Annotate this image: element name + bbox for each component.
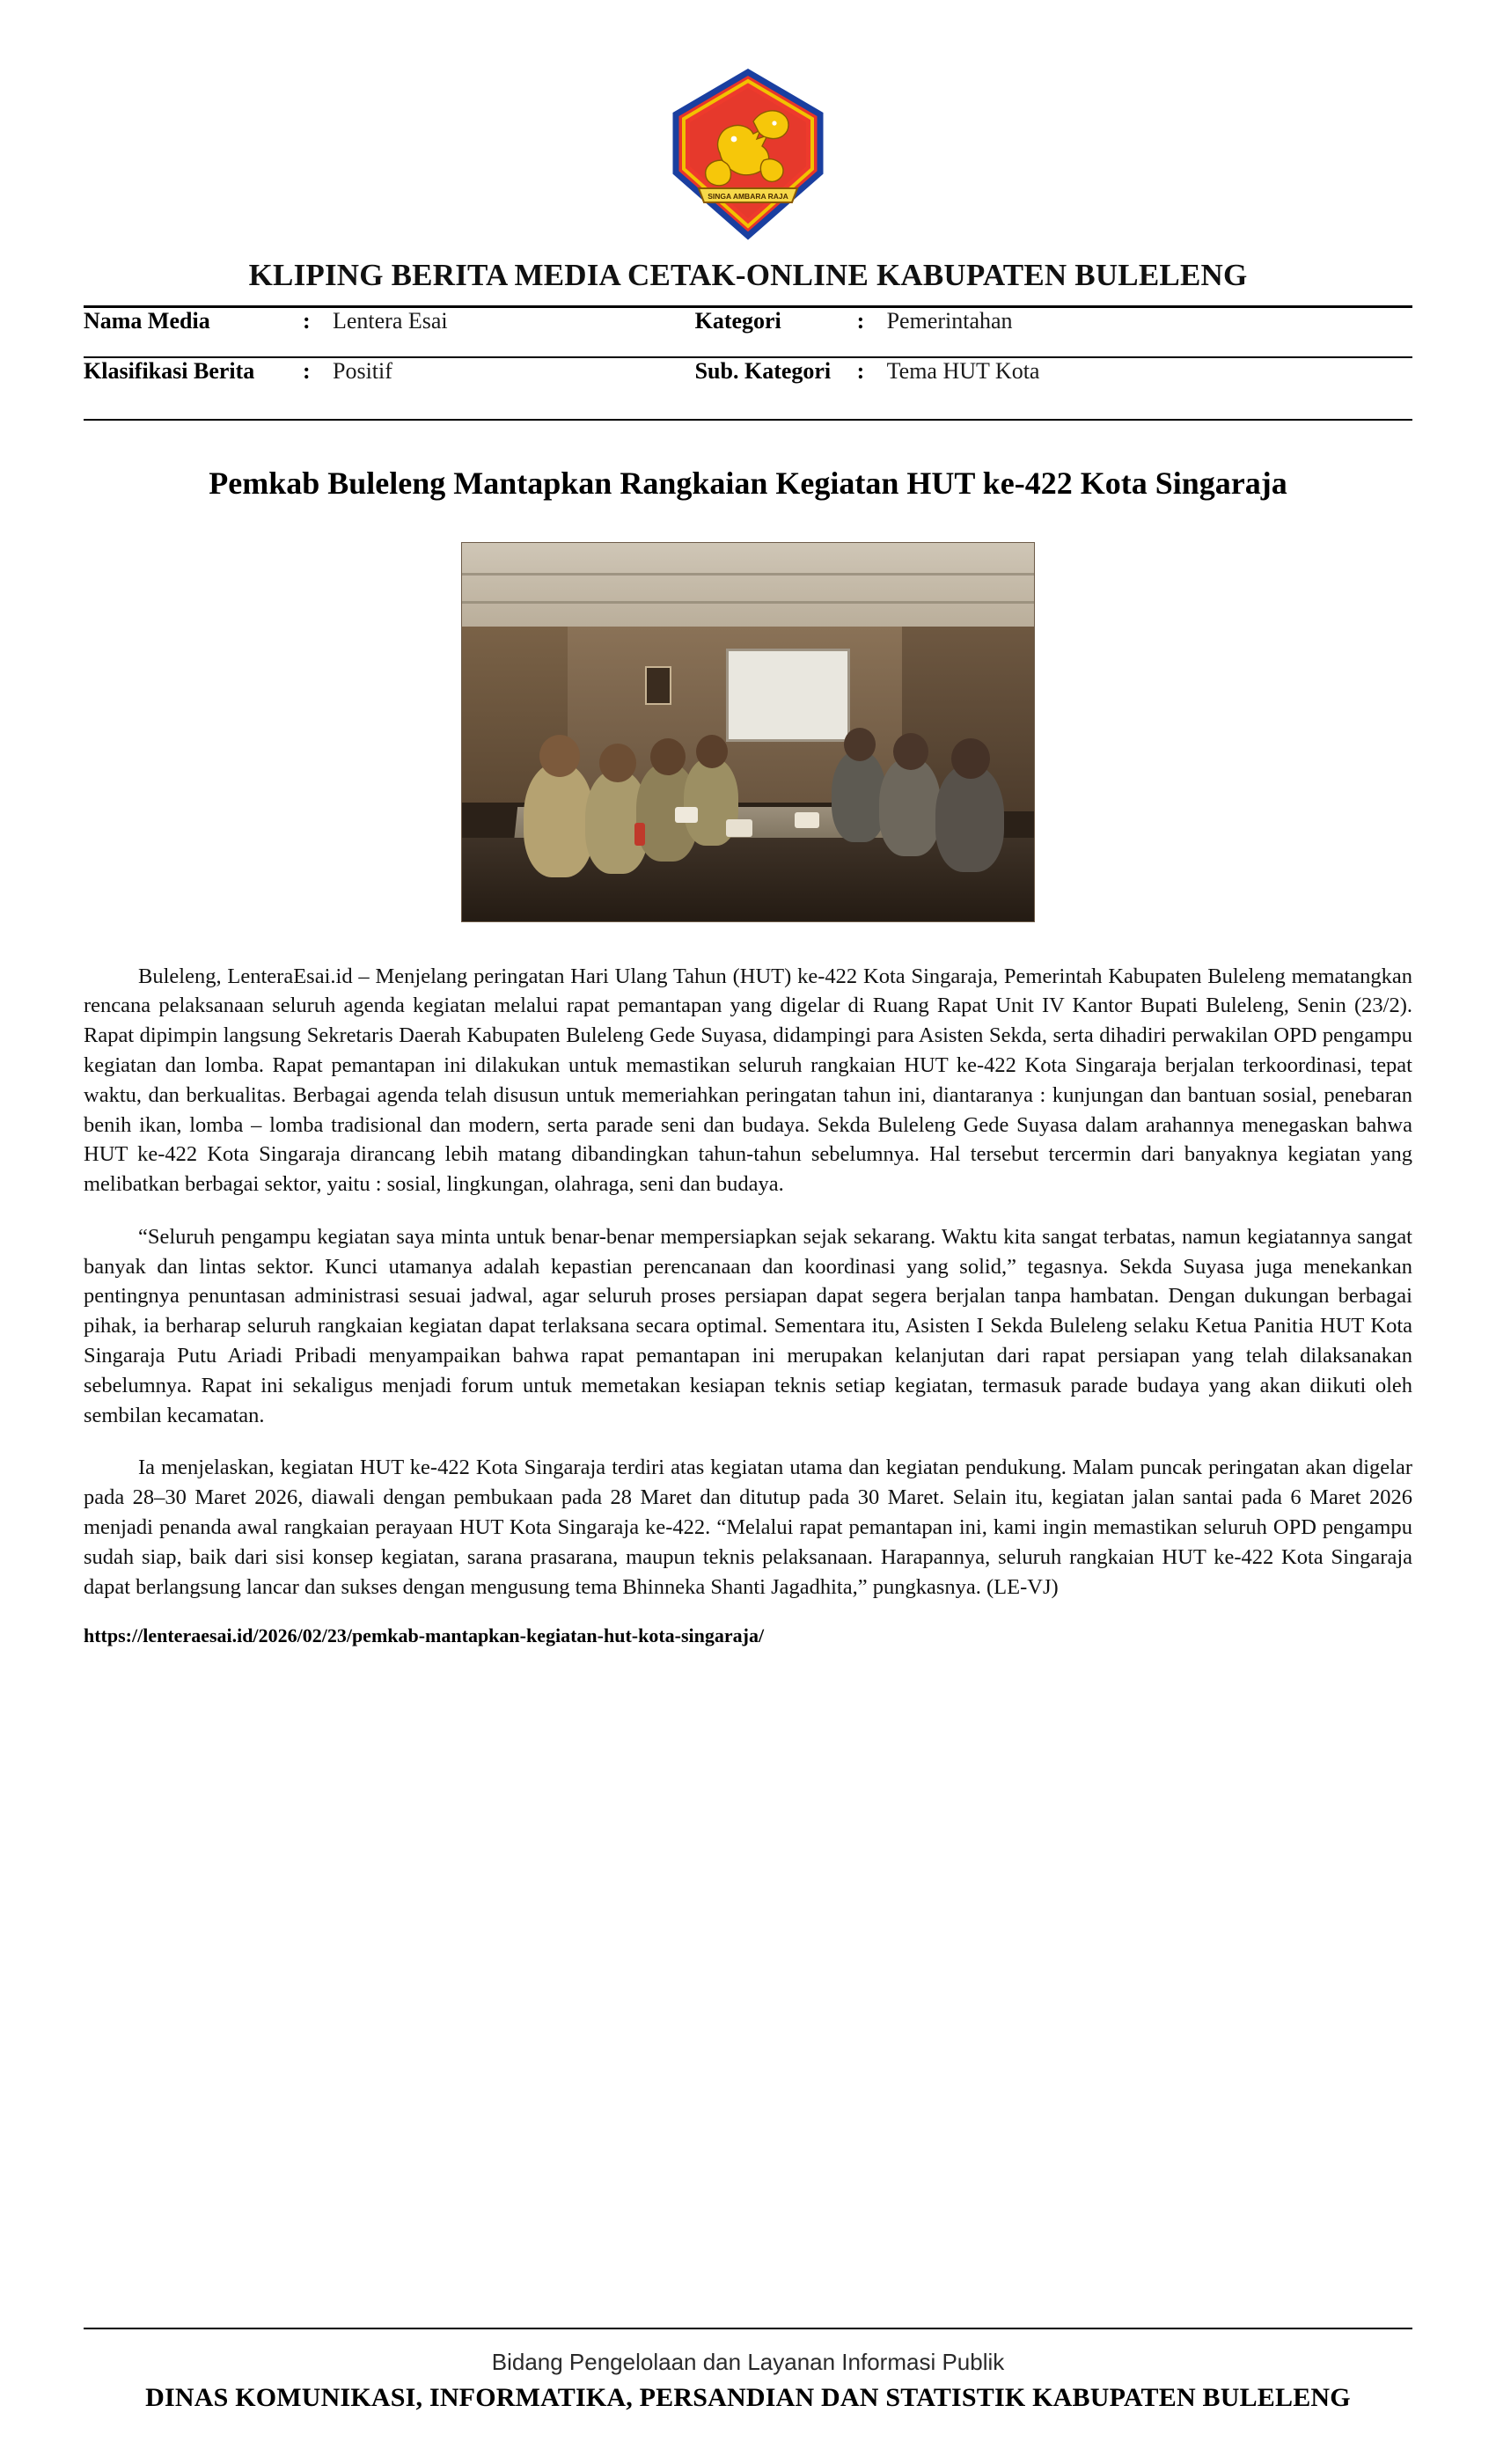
logo-container <box>0 0 1496 240</box>
photo-bottle <box>634 823 645 846</box>
photo-person-head <box>696 735 728 768</box>
label-sub-kategori: Sub. Kategori <box>694 358 832 384</box>
label-klasifikasi-berita: Klasifikasi Berita <box>84 358 255 384</box>
photo-person <box>832 751 886 842</box>
metadata-media-name <box>84 308 695 334</box>
photo-ceiling-line-2 <box>462 601 1034 604</box>
buleleng-coat-of-arms-icon <box>669 69 827 240</box>
article-paragraph-2: “Seluruh pengampu kegiatan saya minta untuk benar-benar mempersiapkan sejak sekarang. Waktu kita sangat terbatas, namun kegiatannya sangat banyak dan lintas sektor. Kunci utamanya adalah kepastian perencanaan dan koordinasi yang solid,” tegasnya. Sekda Suyasa juga menekankan pentingnya penuntasan administrasi sesuai jadwal, agar seluruh proses persiapan dapat segera berjalan tanpa hambatan. Dengan dukungan berbagai pihak, ia berharap seluruh rangkaian kegiatan dapat terlaksana secara optimal. Sementara itu, Asisten I Sekda Buleleng selaku Ketua Panitia HUT Kota Singaraja Putu Ariadi Pribadi menyampaikan bahwa rapat pemantapan ini merupakan kelanjutan dari rapat persiapan yang telah dilaksanakan sebelumnya. Rapat ini sekaligus menjadi forum untuk memetakan kesiapan teknis setiap kegiatan, termasuk parade budaya yang akan diikuti oleh sembilan kecamatan. <box>84 1224 1412 1427</box>
label-nama-media: Nama Media <box>84 308 210 334</box>
meeting-room-photo <box>461 542 1035 922</box>
colon-4: : <box>856 358 865 384</box>
photo-person <box>879 758 941 856</box>
photo-ceiling-line-1 <box>462 573 1034 576</box>
document-title: KLIPING BERITA MEDIA CETAK-ONLINE KABUPATEN BULELENG <box>248 258 1248 292</box>
colon-2: : <box>856 308 865 334</box>
source-url-link[interactable]: https://lenteraesai.id/2026/02/23/pemkab-mantapkan-kegiatan-hut-kota-singaraja/ <box>84 1624 765 1647</box>
photo-person-head <box>844 728 876 761</box>
metadata-row-1 <box>84 308 1412 356</box>
value-sub-kategori: Tema HUT Kota <box>886 358 1040 384</box>
photo-person-head <box>893 733 928 770</box>
photo-person-head <box>951 738 990 779</box>
photo-person-head <box>650 738 686 775</box>
colon-1: : <box>303 308 311 334</box>
label-kategori: Kategori <box>694 308 781 334</box>
photo-ceiling <box>462 543 1034 631</box>
photo-table-item <box>675 807 698 823</box>
footer-divider <box>84 2328 1412 2329</box>
photo-wall-art <box>645 666 671 705</box>
page-footer <box>0 2328 1496 2413</box>
metadata-table <box>84 308 1412 407</box>
metadata-classification <box>84 358 695 385</box>
value-kategori: Pemerintahan <box>886 308 1013 334</box>
footer-subtitle: Bidang Pengelolaan dan Layanan Informasi Publik <box>491 2349 1005 2375</box>
photo-person-head <box>539 735 580 777</box>
article-photo-container <box>0 542 1496 922</box>
article-paragraph-1: Buleleng, LenteraEsai.id – Menjelang peringatan Hari Ulang Tahun (HUT) ke-422 Kota Singaraja, Pemerintah Kabupaten Buleleng mematangkan rencana pelaksanaan seluruh agenda kegiatan melalui rapat pemantapan yang digelar di Ruang Rapat Unit IV Kantor Bupati Buleleng, Senin (23/2). Rapat dipimpin langsung Sekretaris Daerah Kabupaten Buleleng Gede Suyasa, didampingi para Asisten Sekda, serta dihadiri perwakilan OPD pengampu kegiatan dan lomba. Rapat pemantapan ini dilakukan untuk memastikan seluruh rangkaian HUT ke-422 Kota Singaraja berjalan terkoordinasi, tepat waktu, dan berkualitas. Berbagai agenda telah disusun untuk memeriahkan peringatan tahun ini, diantaranya : kunjungan dan bantuan sosial, penebaran benih ikan, lomba – lomba tradisional dan modern, serta parade seni dan budaya. Sekda Buleleng Gede Suyasa dalam arahannya menegaskan bahwa HUT ke-422 Kota Singaraja dirancang lebih matang dibandingkan tahun-tahun sebelumnya. Hal tersebut tercermin dari banyaknya kegiatan yang melibatkan berbagai sektor, yaitu : sosial, lingkungan, olahraga, seni dan budaya. <box>84 964 1412 1197</box>
photo-table-item <box>726 819 752 837</box>
photo-person-head <box>599 744 636 782</box>
metadata-divider-bottom <box>84 419 1412 421</box>
photo-projector-screen <box>726 649 850 742</box>
article-paragraph-3: Ia menjelaskan, kegiatan HUT ke-422 Kota Singaraja terdiri atas kegiatan utama dan kegiatan pendukung. Malam puncak peringatan akan digelar pada 28–30 Maret 2026, diawali dengan pembukaan pada 28 Maret dan ditutup pada 30 Maret. Selain itu, kegiatan jalan santai pada 6 Maret 2026 menjadi penanda awal rangkaian perayaan HUT Kota Singaraja ke-422. “Melalui rapat pemantapan ini, kami ingin memastikan seluruh OPD pengampu sudah siap, baik dari sisi konsep kegiatan, sarana prasarana, maupun teknis pelaksanaan. Harapannya, seluruh rangkaian HUT ke-422 Kota Singaraja dapat berlangsung lancar dan sukses dengan mengusung tema Bhinneka Shanti Jagadhita,” pungkasnya. (LE-VJ) <box>84 1456 1412 1599</box>
footer-organization: DINAS KOMUNIKASI, INFORMATIKA, PERSANDIAN DAN STATISTIK KABUPATEN BULELENG <box>145 2383 1351 2412</box>
metadata-row-2 <box>84 358 1412 407</box>
metadata-subcategory <box>695 358 1412 385</box>
colon-3: : <box>303 358 311 384</box>
article-headline: Pemkab Buleleng Mantapkan Rangkaian Kegiatan HUT ke-422 Kota Singaraja <box>209 466 1287 501</box>
metadata-category <box>695 308 1412 334</box>
article-body <box>84 962 1412 1602</box>
value-klasifikasi-berita: Positif <box>333 358 392 384</box>
photo-person <box>935 765 1004 872</box>
photo-table-item <box>795 812 819 828</box>
photo-person <box>524 763 594 877</box>
value-nama-media: Lentera Esai <box>333 308 448 334</box>
logo-motto-text: SINGA AMBARA RAJA <box>708 192 788 201</box>
